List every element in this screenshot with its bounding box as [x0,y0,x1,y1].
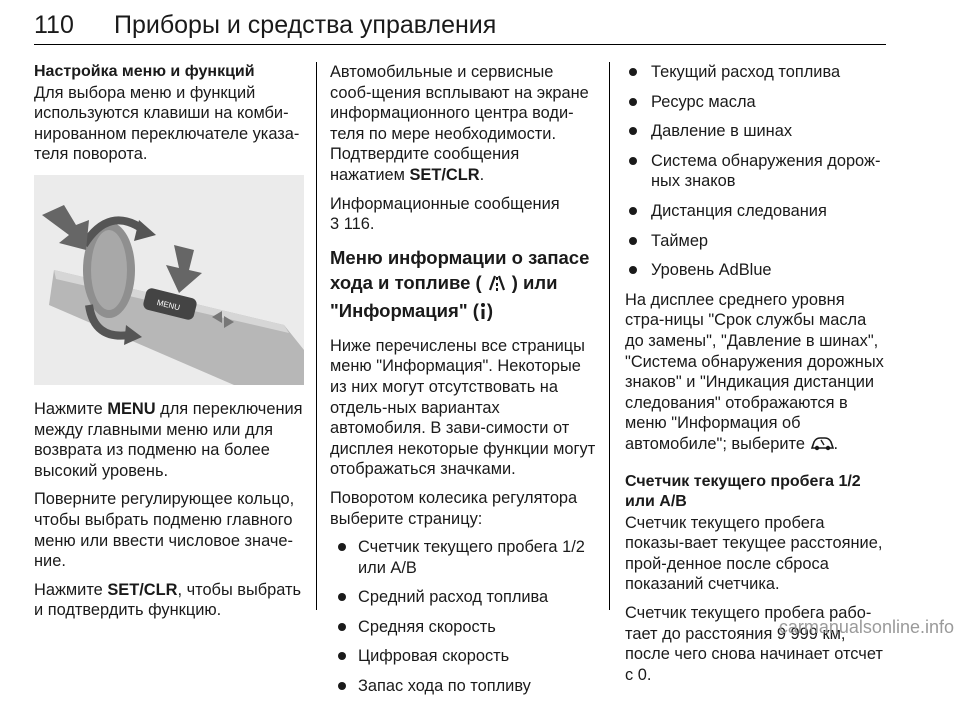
section-heading-trip-odometer: Счетчик текущего пробега 1/2 или A/B [625,472,861,511]
list-item: Давление в шинах [625,121,887,142]
section-heading-range-info: Меню информации о запасе хода и топливе ( ) или "Информация" ( ) [330,245,598,326]
list-item: Средняя скорость [330,617,598,638]
watermark: carmanualsonline.info [778,617,954,637]
setclr-paragraph: Нажмите SET/CLR, чтобы выбрать и подтвердить функцию. [34,580,302,620]
info-pages-list [330,537,598,697]
xref-page: 116. [343,215,375,234]
list-item: Средний расход топлива [330,587,598,608]
page-title: Приборы и средства управления [114,11,497,39]
page-number: 110 [34,11,74,39]
list-item: Текущий расход топлива [625,62,887,83]
list-item: Уровень AdBlue [625,260,887,281]
stalk-illustration [34,175,304,385]
column-right [625,62,887,693]
list-item: Таймер [625,231,887,252]
pages-paragraph: Ниже перечислены все страницы меню "Информация". Некоторые из них могут отсутствовать на отдель-ных вариантах автомобиля. В зави-симости от дисплея некоторые функции могут отображаться значками. [330,336,596,479]
column-divider [316,62,317,610]
midlevel-display-paragraph: На дисплее среднего уровня стра-ницы "Срок службы масла до замены", "Давление в шинах", "Система обнаружения дорожных знаков" и "Индикация дистанции следования" отображаются в меню "Информация об автомобиле"; выберите . [625,290,887,458]
list-item: Запас хода по топливу [330,676,598,697]
messages-paragraph: Автомобильные и сервисные сооб-щения всплывают на экране информационного центра води-теля по мере необходимости. Подтвердите сообщения нажатием SET/CLR. [330,63,589,184]
list-item: Цифровая скорость [330,646,598,667]
info-messages-xref: Информационные сообщения 3 116. [330,194,560,234]
section-heading-menu-setup: Настройка меню и функций [34,63,255,80]
list-item: Система обнаружения дорож-ных знаков [625,151,887,192]
page-header [34,10,886,45]
menu-key: MENU [107,399,156,418]
list-item: Счетчик текущего пробега 1/2 или A/B [330,537,598,578]
xref-arrow-icon: 3 [330,215,340,234]
list-item: Ресурс масла [625,92,887,113]
trip-paragraph-2: Счетчик текущего пробега рабо-тает до расстояния 9 999 км, после чего снова начинает отсчет с 0. [625,604,883,684]
trip-paragraph-1: Счетчик текущего пробега показы-вает текущее расстояние, прой-денное после сброса показаний счетчика. [625,513,883,594]
road-icon [482,273,512,298]
menu-paragraph: Нажмите MENU для переключения между главными меню или для возврата из подменю на более высокий уровень. [34,399,303,480]
intro-paragraph: Для выбора меню и функций используются клавиши на комби-нированном переключателе указа-теля поворота. [34,83,300,164]
turn-signal-stalk-icon [34,175,304,385]
list-item: Дистанция следования [625,201,887,222]
vehicle-info-icon [810,436,834,458]
setclr-key: SET/CLR [107,580,178,599]
column-divider [609,62,610,610]
column-left [34,62,304,629]
info-pages-list-continued [625,62,887,281]
info-icon [479,301,487,326]
select-page-paragraph: Поворотом колесика регулятора выберите страницу: [330,488,578,528]
ring-paragraph: Поверните регулирующее кольцо, чтобы выбрать подменю главного меню или ввести числовое значе-ние. [34,490,295,571]
column-middle [330,62,598,706]
setclr-key: SET/CLR [409,165,480,184]
menu-button-label: MENU [155,297,181,313]
